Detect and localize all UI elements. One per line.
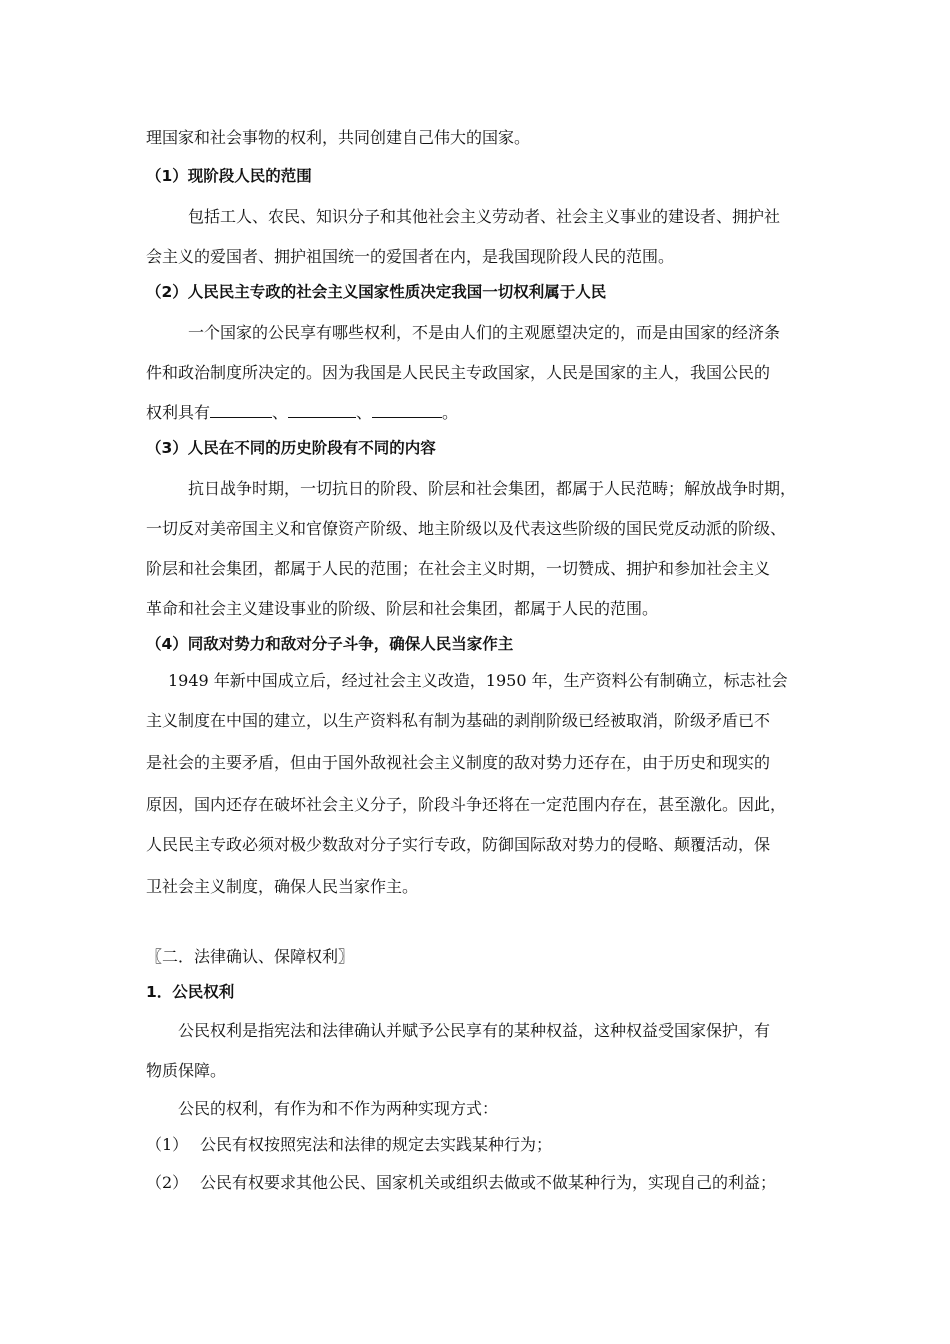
section-title: 〖二．法律确认、保障权利〗 [146, 947, 355, 966]
paragraph-line: 是社会的主要矛盾，但由于国外敌视社会主义制度的敌对势力还存在，由于历史和现实的 [146, 753, 771, 772]
list-number: （1） [146, 1135, 189, 1154]
list-text: 公民有权按照宪法和法律的规定去实践某种行为； [200, 1135, 553, 1154]
paragraph-line: 理国家和社会事物的权利，共同创建自己伟大的国家。 [146, 128, 531, 147]
paragraph-line: 阶层和社会集团，都属于人民的范围；在社会主义时期，一切赞成、拥护和参加社会主义 [146, 559, 771, 578]
list-item [146, 1170, 776, 1193]
paragraph-line: 公民权利是指宪法和法律确认并赋予公民享有的某种权益，这种权益受国家保护，有 [178, 1021, 771, 1040]
paragraph-line: 会主义的爱国者、拥护祖国统一的爱国者在内，是我国现阶段人民的范围。 [146, 247, 675, 266]
blank-separator: 、 [272, 403, 289, 422]
paragraph-line: 抗日战争时期，一切抗日的阶段、阶层和社会集团，都属于人民范畴；解放战争时期， [188, 479, 797, 498]
answer-blank-2 [288, 403, 356, 418]
paragraph-line: 一个国家的公民享有哪些权利，不是由人们的主观愿望决定的，而是由国家的经济条 [188, 323, 781, 342]
heading-struggle: （4）同敌对势力和敌对分子斗争，确保人民当家作主 [146, 635, 514, 653]
blank-end: 。 [442, 403, 459, 422]
paragraph-line: 革命和社会主义建设事业的阶级、阶层和社会集团，都属于人民的范围。 [146, 599, 659, 618]
paragraph-line: 公民的权利，有作为和不作为两种实现方式： [178, 1099, 499, 1118]
list-text: 公民有权要求其他公民、国家机关或组织去做或不做某种行为，实现自己的利益； [200, 1173, 777, 1192]
paragraph-line: 一切反对美帝国主义和官僚资产阶级、地主阶级以及代表这些阶级的国民党反动派的阶级、 [146, 519, 787, 538]
paragraph-line: 1949 年新中国成立后，经过社会主义改造，1950 年，生产资料公有制确立，标志社会 [168, 671, 788, 690]
list-item [146, 1132, 552, 1155]
answer-blank-1 [210, 403, 272, 418]
answer-blank-3 [372, 403, 442, 418]
heading-historical-stages: （3）人民在不同的历史阶段有不同的内容 [146, 439, 436, 457]
list-number: （2） [146, 1173, 189, 1192]
heading-citizen-rights: 1．公民权利 [146, 983, 235, 1001]
paragraph-line: 包括工人、农民、知识分子和其他社会主义劳动者、社会主义事业的建设者、拥护社 [188, 207, 781, 226]
fill-in-blank-line [146, 400, 458, 423]
paragraph-line: 物质保障。 [146, 1061, 227, 1080]
heading-state-nature: （2）人民民主专政的社会主义国家性质决定我国一切权利属于人民 [146, 283, 607, 301]
blank-separator: 、 [356, 403, 373, 422]
paragraph-line: 主义制度在中国的建立，以生产资料私有制为基础的剥削阶级已经被取消，阶级矛盾已不 [146, 711, 771, 730]
blank-prefix: 权利具有 [146, 403, 211, 422]
paragraph-line: 人民民主专政必须对极少数敌对分子实行专政，防御国际敌对势力的侵略、颠覆活动，保 [146, 835, 771, 854]
paragraph-line: 卫社会主义制度，确保人民当家作主。 [146, 877, 419, 896]
paragraph-line: 原因，国内还存在破坏社会主义分子，阶段斗争还将在一定范围内存在，甚至激化。因此， [146, 795, 787, 814]
heading-people-scope: （1）现阶段人民的范围 [146, 167, 312, 185]
paragraph-line: 件和政治制度所决定的。因为我国是人民民主专政国家，人民是国家的主人，我国公民的 [146, 363, 771, 382]
